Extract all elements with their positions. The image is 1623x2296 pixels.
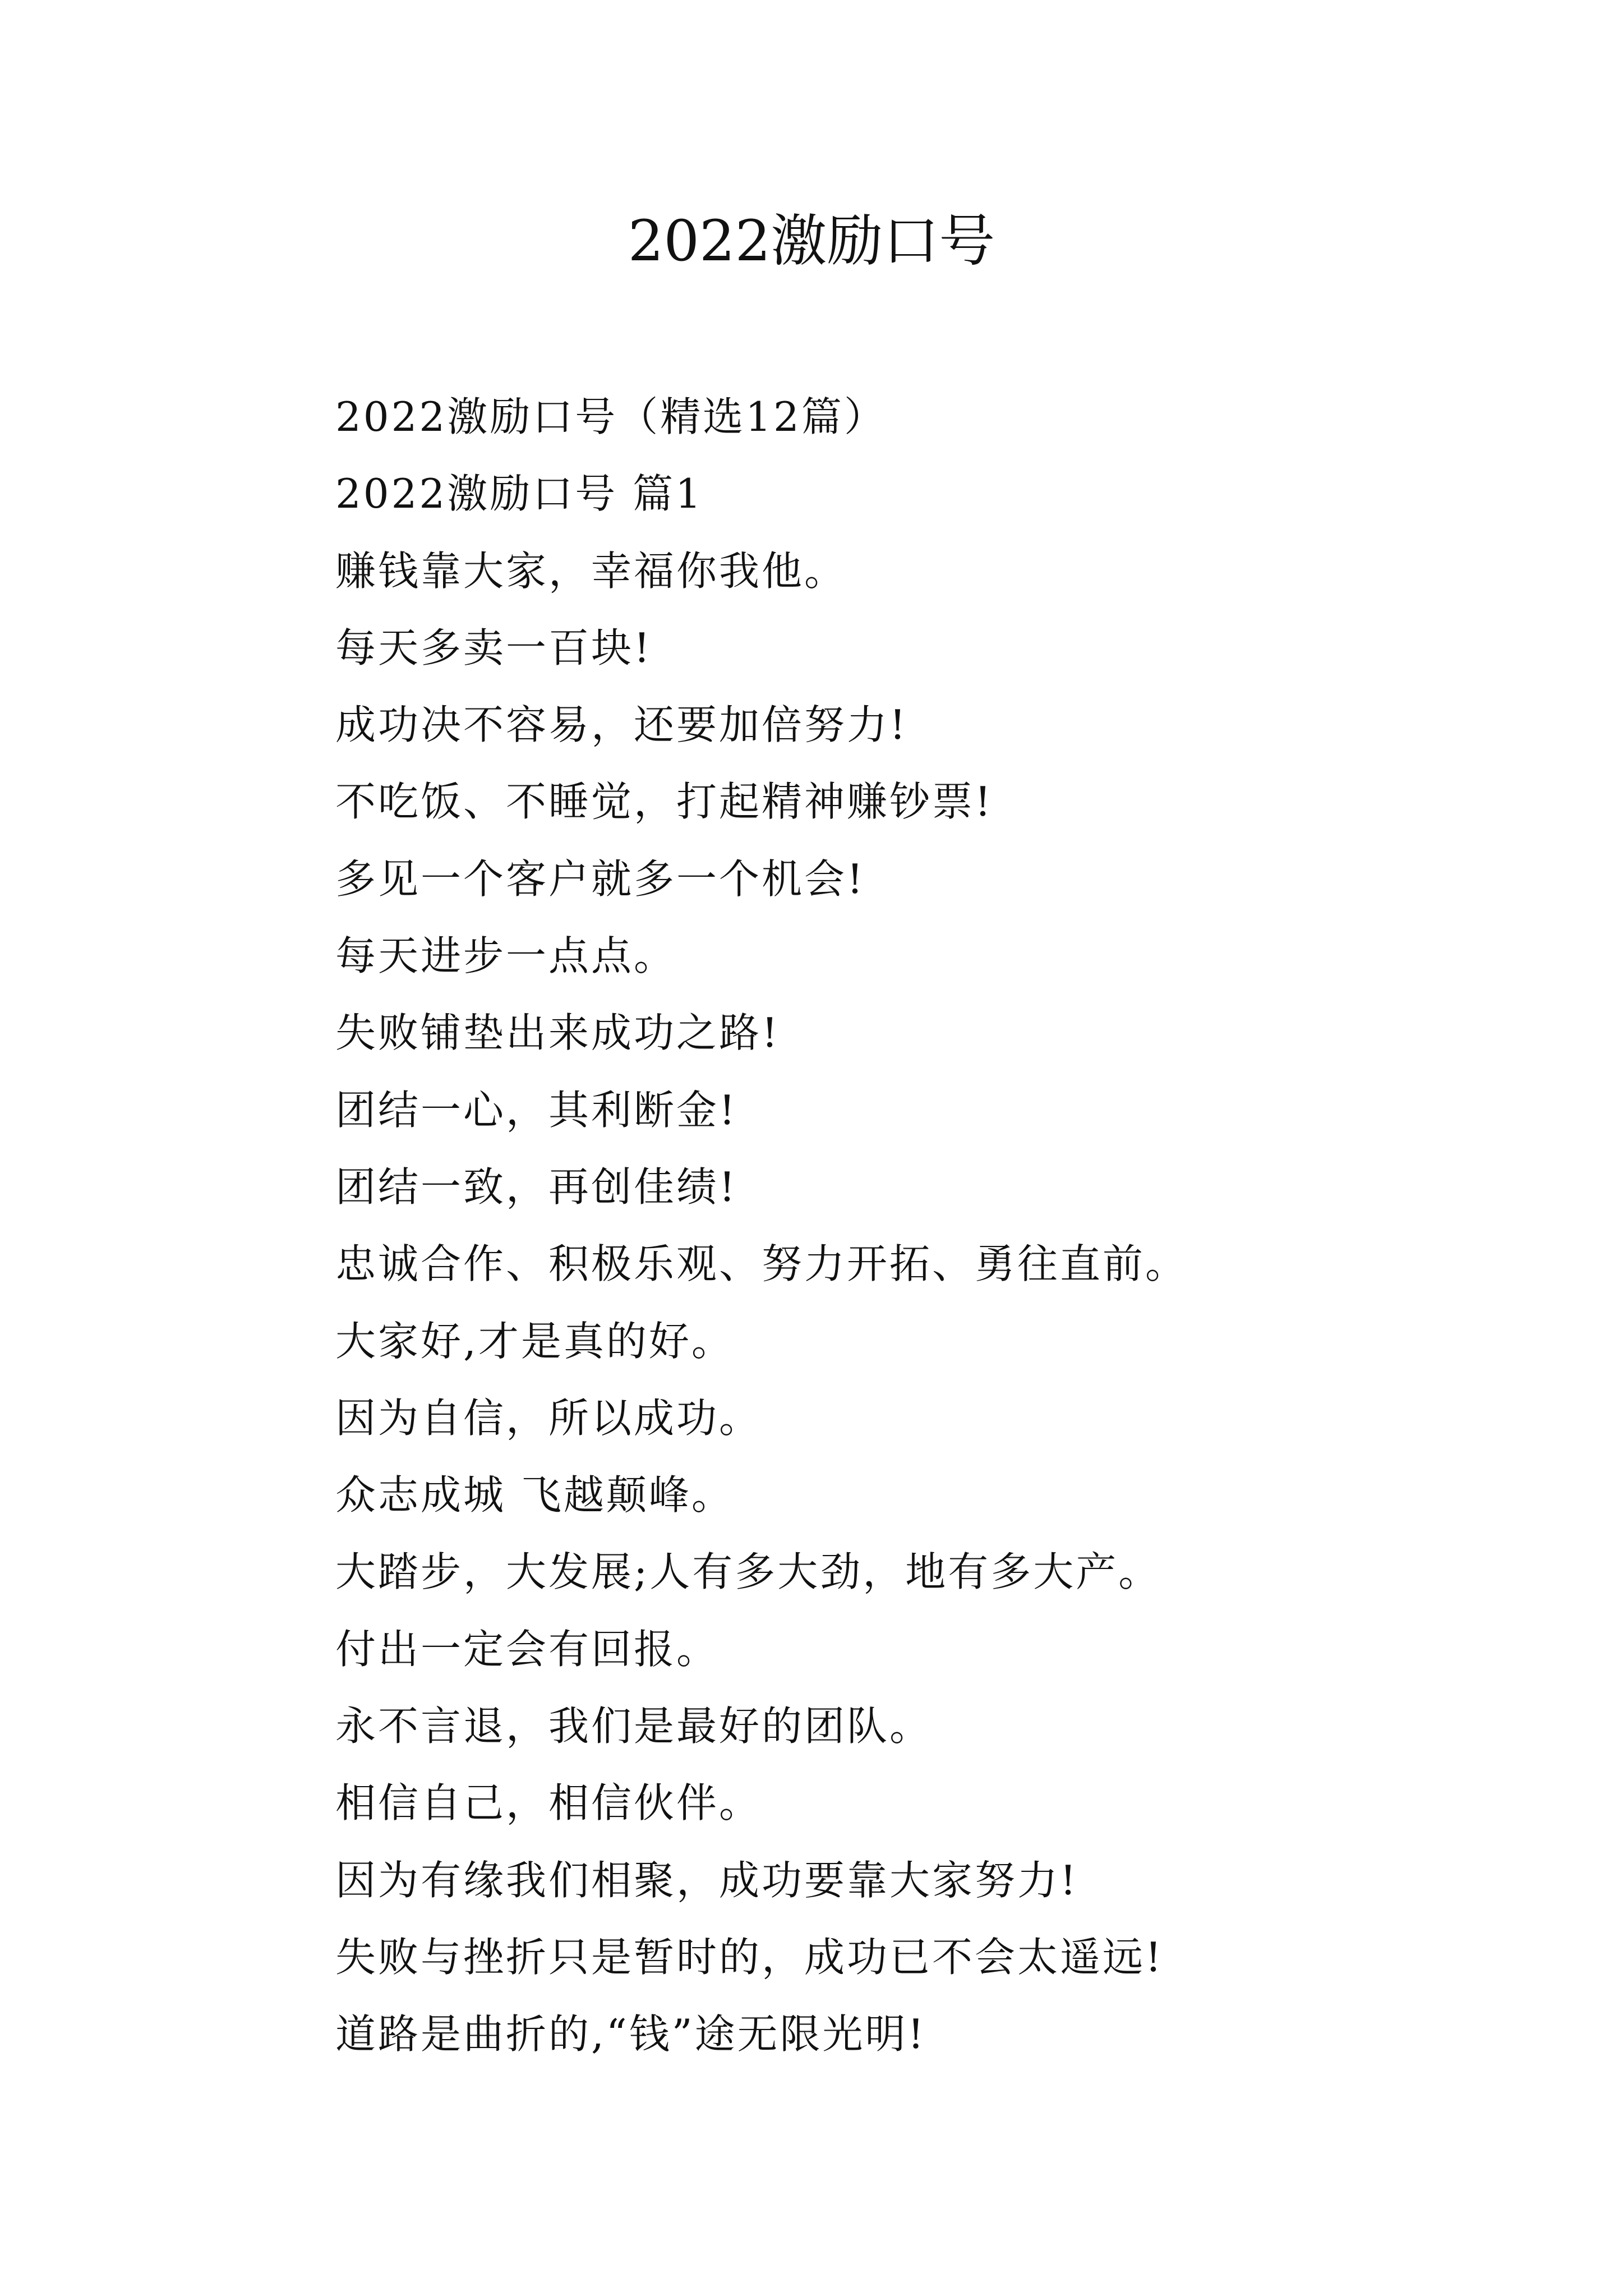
slogan-line: 失败铺垫出来成功之路! xyxy=(335,1009,780,1057)
slogan-line: 大家好,才是真的好。 xyxy=(335,1317,734,1365)
document-title: 2022激励口号 xyxy=(628,208,995,274)
slogan-line: 失败与挫折只是暂时的，成功已不会太遥远! xyxy=(335,1933,1164,1981)
slogan-line: 永不言退，我们是最好的团队。 xyxy=(335,1703,933,1750)
slogan-line: 大踏步，大发展;人有多大劲，地有多大产。 xyxy=(335,1548,1161,1596)
slogan-line: 众志成城 飞越颠峰。 xyxy=(335,1471,734,1519)
slogan-line: 多见一个客户就多一个机会! xyxy=(335,855,865,903)
slogan-line: 团结一致，再创佳绩! xyxy=(335,1163,737,1211)
slogan-line: 忠诚合作、积极乐观、努力开拓、勇往直前。 xyxy=(335,1240,1188,1288)
section-heading: 2022激励口号 篇1 xyxy=(335,470,703,518)
slogan-line: 付出一定会有回报。 xyxy=(335,1625,720,1673)
slogan-line: 因为自信，所以成功。 xyxy=(335,1394,762,1442)
slogan-line: 赚钱靠大家，幸福你我他。 xyxy=(335,547,847,595)
slogan-line: 每天多卖一百块! xyxy=(335,624,652,671)
slogan-line: 团结一心，其利断金! xyxy=(335,1086,737,1134)
document-body xyxy=(335,379,1513,2073)
slogan-line: 成功决不容易，还要加倍努力! xyxy=(335,701,908,749)
document-subtitle: 2022激励口号（精选12篇） xyxy=(335,393,887,440)
slogan-line: 因为有缘我们相聚，成功要靠大家努力! xyxy=(335,1856,1078,1904)
slogan-line: 道路是曲折的,“钱”途无限光明! xyxy=(335,2010,926,2058)
slogan-line: 不吃饭、不睡觉，打起精神赚钞票! xyxy=(335,778,993,826)
slogan-line: 每天进步一点点。 xyxy=(335,932,677,980)
slogan-line: 相信自己，相信伙伴。 xyxy=(335,1779,762,1827)
